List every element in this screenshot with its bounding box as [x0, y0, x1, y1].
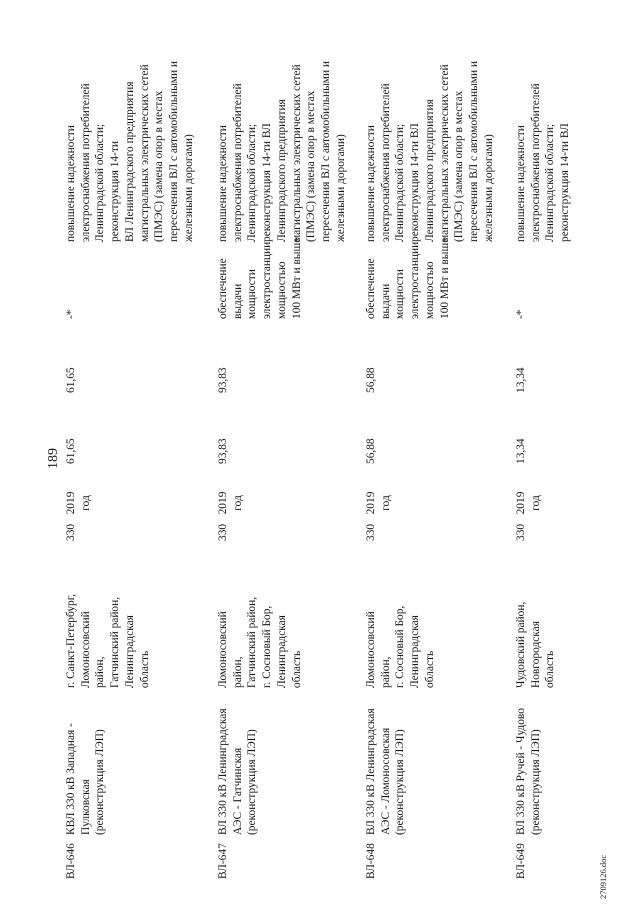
row-value-1: 93,83: [217, 438, 229, 464]
row-purpose: -*: [515, 309, 527, 319]
row-note: повышение надежности электроснабжения потребителей Ленинградской области; реконструкция 14-ти ВЛ Ленинградского предприятия магистральных электрических сетей (ПМЭС) (замена опор в местах пересечения ВЛ с автомобильными и железными дорогами): [65, 61, 195, 242]
page-number: 189: [46, 448, 61, 469]
row-note: повышение надежности электроснабжения потребителей Ленинградской области; реконструкция 14-ти ВЛ Ленинградского предприятия магистральных электрических сетей (ПМЭС) (замена опор в местах пересечения ВЛ с автомобильными и железными дорогами): [365, 61, 495, 242]
row-name: ВЛ 330 кВ Ленинградская АЭС - Ломоносовская (реконструкция ЛЭП): [365, 708, 407, 835]
row-value-2: 61,65: [65, 367, 77, 393]
row-value-2: 93,83: [217, 367, 229, 393]
row-year: 2019 год: [365, 491, 392, 515]
row-note: повышение надежности электроснабжения потребителей Ленинградской области; реконструкция 14-ти ВЛ: [515, 83, 572, 242]
row-code: ВЛ-649: [515, 843, 527, 879]
row-purpose: обеспечение выдачи мощности электростанции мощностью 100 МВт и выше: [365, 237, 451, 319]
row-location: Ломоносовский район, Гатчинский район, г. Сосновый Бор, Ленинградская область: [217, 596, 303, 688]
row-purpose: обеспечение выдачи мощности электростанции мощностью 100 МВт и выше: [217, 237, 303, 319]
row-name: ВЛ 330 кВ Ленинградская АЭС - Гатчинская (реконструкция ЛЭП): [217, 708, 259, 835]
row-location: г. Санкт-Петербург, Ломоносовский район, Гатчинский район, Ленинградская область: [65, 594, 151, 688]
row-voltage: 330: [65, 523, 77, 541]
row-location: Чудовский район, Новгородская область: [515, 601, 557, 688]
row-purpose: -*: [65, 309, 77, 319]
row-voltage: 330: [365, 523, 377, 541]
row-value-1: 56,88: [365, 438, 377, 464]
document-id: 2709126.doc: [598, 854, 608, 899]
row-name: КВЛ 330 кВ Западная - Пулковская (реконструкция ЛЭП): [65, 723, 107, 835]
row-value-1: 13,34: [515, 438, 527, 464]
row-year: 2019 год: [217, 491, 244, 515]
row-code: ВЛ-648: [365, 843, 377, 879]
row-location: Ломоносовский район, г. Сосновый Бор, Ленинградская область: [365, 605, 436, 688]
row-year: 2019 год: [65, 491, 92, 515]
row-value-2: 13,34: [515, 367, 527, 393]
row-voltage: 330: [515, 523, 527, 541]
row-name: ВЛ 330 кВ Ручей - Чудово (реконструкция ЛЭП): [515, 708, 542, 835]
row-year: 2019 год: [515, 491, 542, 515]
row-code: ВЛ-647: [217, 843, 229, 879]
row-note: повышение надежности электроснабжения потребителей Ленинградской области; реконструкция 14-ти ВЛ Ленинградского предприятия магистральных электрических сетей (ПМЭС) (замена опор в местах пересечения ВЛ с автомобильными и железными дорогами): [217, 61, 347, 242]
row-voltage: 330: [217, 523, 229, 541]
row-code: ВЛ-646: [65, 843, 77, 879]
row-value-2: 56,88: [365, 367, 377, 393]
row-value-1: 61,65: [65, 438, 77, 464]
